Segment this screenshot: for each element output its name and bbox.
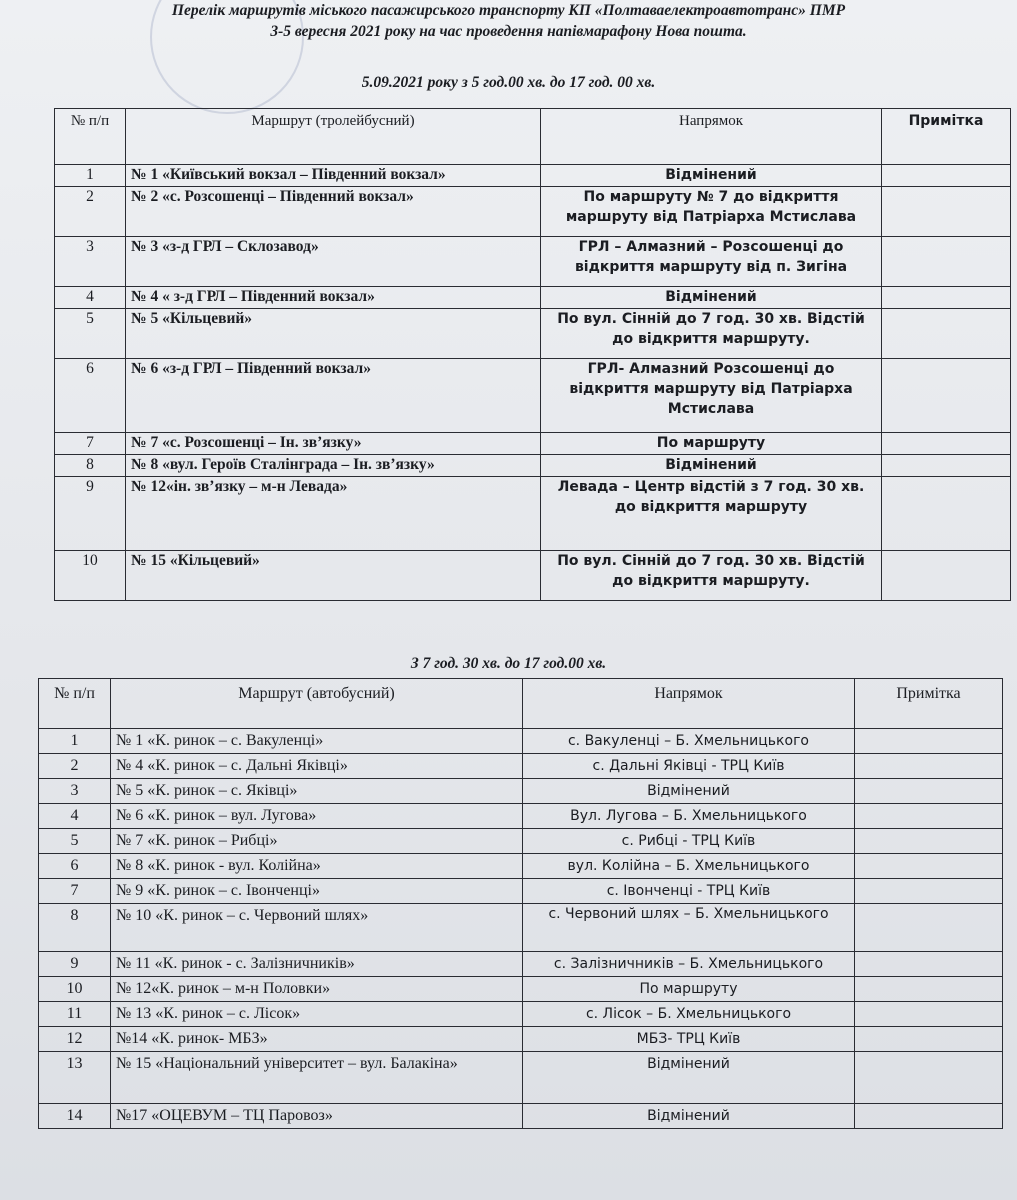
table-row — [39, 729, 1003, 754]
row-num: 6 — [55, 359, 126, 433]
table-row — [39, 904, 1003, 952]
period-heading-bus: З 7 год. 30 хв. до 17 год.00 хв. — [410, 655, 607, 672]
row-note — [882, 359, 1011, 433]
row-num: 4 — [55, 287, 126, 309]
row-route: № 12«К. ринок – м-н Половки» — [111, 977, 523, 1002]
row-route: № 4 «К. ринок – с. Дальні Яківці» — [111, 754, 523, 779]
row-direction: с. Лісок – Б. Хмельницького — [523, 1002, 855, 1027]
row-direction: МБЗ- ТРЦ Київ — [523, 1027, 855, 1052]
table-row — [39, 1027, 1003, 1052]
row-direction: Відмінений — [523, 1052, 855, 1104]
row-note — [855, 1104, 1003, 1129]
table-row — [39, 952, 1003, 977]
table-row — [55, 551, 1011, 601]
row-direction: ГРЛ – Алмазний – Розсошенці до відкриття маршруту від п. Зигіна — [541, 237, 882, 287]
row-note — [855, 952, 1003, 977]
row-route: № 9 «К. ринок – с. Івонченці» — [111, 879, 523, 904]
row-note — [882, 455, 1011, 477]
table-row — [55, 477, 1011, 551]
row-note — [855, 854, 1003, 879]
col-header-note: Примітка — [882, 109, 1011, 165]
table-row — [55, 359, 1011, 433]
row-direction: Відмінений — [541, 455, 882, 477]
period-heading-trolleybus: 5.09.2021 року з 5 год.00 хв. до 17 год. 00 хв. — [361, 74, 656, 91]
row-direction: Левада – Центр відстій з 7 год. 30 хв. до відкриття маршруту — [541, 477, 882, 551]
table-row — [39, 977, 1003, 1002]
row-direction: вул. Колійна – Б. Хмельницького — [523, 854, 855, 879]
row-note — [882, 551, 1011, 601]
col-header-direction: Напрямок — [523, 679, 855, 729]
row-num: 10 — [39, 977, 111, 1002]
row-num: 5 — [39, 829, 111, 854]
row-direction: ГРЛ- Алмазний Розсошенці до відкриття маршруту від Патріарха Мстислава — [541, 359, 882, 433]
row-direction: Вул. Лугова – Б. Хмельницького — [523, 804, 855, 829]
row-num: 2 — [39, 754, 111, 779]
table-row — [55, 165, 1011, 187]
row-num: 2 — [55, 187, 126, 237]
bus-routes-table — [38, 678, 1003, 1129]
row-note — [882, 237, 1011, 287]
row-note — [855, 779, 1003, 804]
row-direction: с. Червоний шлях – Б. Хмельницького — [523, 904, 855, 952]
row-note — [855, 904, 1003, 952]
col-header-route: Маршрут (тролейбусний) — [126, 109, 541, 165]
row-direction: Відмінений — [523, 779, 855, 804]
row-note — [882, 433, 1011, 455]
document-title-line-2: 3-5 вересня 2021 року на час проведення напівмарафону Нова пошта. — [270, 23, 747, 40]
row-num: 1 — [39, 729, 111, 754]
row-route: № 11 «К. ринок - с. Залізничників» — [111, 952, 523, 977]
document-title-line-1: Перелік маршрутів міського пасажирського транспорту КП «Полтаваелектроавтотранс» ПМР — [171, 2, 846, 19]
row-num: 11 — [39, 1002, 111, 1027]
row-num: 10 — [55, 551, 126, 601]
row-num: 6 — [39, 854, 111, 879]
table-row — [55, 287, 1011, 309]
row-num: 12 — [39, 1027, 111, 1052]
row-route: № 12«ін. зв’язку – м-н Левада» — [126, 477, 541, 551]
row-direction: По вул. Сінній до 7 год. 30 хв. Відстій до відкриття маршруту. — [541, 309, 882, 359]
row-note — [855, 977, 1003, 1002]
table-row — [55, 237, 1011, 287]
col-header-route: Маршрут (автобусний) — [111, 679, 523, 729]
row-route: №14 «К. ринок- МБЗ» — [111, 1027, 523, 1052]
row-route: № 6 «з-д ГРЛ – Південний вокзал» — [126, 359, 541, 433]
row-num: 3 — [39, 779, 111, 804]
row-note — [882, 477, 1011, 551]
col-header-num: № п/п — [55, 109, 126, 165]
table-row — [55, 187, 1011, 237]
row-note — [855, 829, 1003, 854]
table-row — [39, 1104, 1003, 1129]
row-note — [882, 309, 1011, 359]
row-route: № 7 «с. Розсошенці – Ін. зв’язку» — [126, 433, 541, 455]
table-row — [39, 754, 1003, 779]
row-num: 3 — [55, 237, 126, 287]
row-route: № 3 «з-д ГРЛ – Склозавод» — [126, 237, 541, 287]
row-num: 1 — [55, 165, 126, 187]
row-num: 13 — [39, 1052, 111, 1104]
trolleybus-routes-table — [54, 108, 1011, 601]
row-num: 5 — [55, 309, 126, 359]
row-note — [882, 287, 1011, 309]
row-direction: Відмінений — [541, 287, 882, 309]
row-route: № 15 «Кільцевий» — [126, 551, 541, 601]
row-note — [855, 879, 1003, 904]
row-route: № 4 « з-д ГРЛ – Південний вокзал» — [126, 287, 541, 309]
row-route: № 8 «К. ринок - вул. Колійна» — [111, 854, 523, 879]
row-num: 7 — [55, 433, 126, 455]
row-direction: с. Залізничників – Б. Хмельницького — [523, 952, 855, 977]
row-route: № 15 «Національний університет – вул. Балакіна» — [111, 1052, 523, 1104]
row-route: № 2 «с. Розсошенці – Південний вокзал» — [126, 187, 541, 237]
table-row — [39, 804, 1003, 829]
col-header-num: № п/п — [39, 679, 111, 729]
table-row — [39, 1052, 1003, 1104]
row-direction: По маршруту — [523, 977, 855, 1002]
row-direction: По маршруту — [541, 433, 882, 455]
row-note — [855, 729, 1003, 754]
row-num: 8 — [39, 904, 111, 952]
row-route: № 1 «К. ринок – с. Вакуленці» — [111, 729, 523, 754]
row-route: №17 «ОЦЕВУМ – ТЦ Паровоз» — [111, 1104, 523, 1129]
row-num: 9 — [39, 952, 111, 977]
table-row — [55, 455, 1011, 477]
table-row — [39, 779, 1003, 804]
row-num: 9 — [55, 477, 126, 551]
row-direction: с. Вакуленці – Б. Хмельницького — [523, 729, 855, 754]
row-route: № 13 «К. ринок – с. Лісок» — [111, 1002, 523, 1027]
row-direction: с. Дальні Яківці - ТРЦ Київ — [523, 754, 855, 779]
row-note — [855, 1052, 1003, 1104]
table-row — [39, 879, 1003, 904]
row-note — [882, 165, 1011, 187]
row-route: № 7 «К. ринок – Рибці» — [111, 829, 523, 854]
row-direction: Відмінений — [541, 165, 882, 187]
table-row — [39, 829, 1003, 854]
row-note — [855, 804, 1003, 829]
row-note — [882, 187, 1011, 237]
table-row — [39, 854, 1003, 879]
row-num: 7 — [39, 879, 111, 904]
row-note — [855, 754, 1003, 779]
row-route: № 8 «вул. Героїв Сталінграда – Ін. зв’язку» — [126, 455, 541, 477]
table-row — [55, 433, 1011, 455]
row-route: № 5 «Кільцевий» — [126, 309, 541, 359]
row-route: № 10 «К. ринок – с. Червоний шлях» — [111, 904, 523, 952]
col-header-direction: Напрямок — [541, 109, 882, 165]
row-num: 8 — [55, 455, 126, 477]
table-row — [55, 309, 1011, 359]
row-route: № 1 «Київський вокзал – Південний вокзал» — [126, 165, 541, 187]
row-direction: Відмінений — [523, 1104, 855, 1129]
row-route: № 6 «К. ринок – вул. Лугова» — [111, 804, 523, 829]
col-header-note: Примітка — [855, 679, 1003, 729]
row-num: 4 — [39, 804, 111, 829]
table-row — [39, 1002, 1003, 1027]
row-direction: По вул. Сінній до 7 год. 30 хв. Відстій до відкриття маршруту. — [541, 551, 882, 601]
row-direction: с. Рибці - ТРЦ Київ — [523, 829, 855, 854]
row-note — [855, 1027, 1003, 1052]
row-route: № 5 «К. ринок – с. Яківці» — [111, 779, 523, 804]
row-direction: с. Івонченці - ТРЦ Київ — [523, 879, 855, 904]
row-direction: По маршруту № 7 до відкриття маршруту від Патріарха Мстислава — [541, 187, 882, 237]
row-num: 14 — [39, 1104, 111, 1129]
row-note — [855, 1002, 1003, 1027]
